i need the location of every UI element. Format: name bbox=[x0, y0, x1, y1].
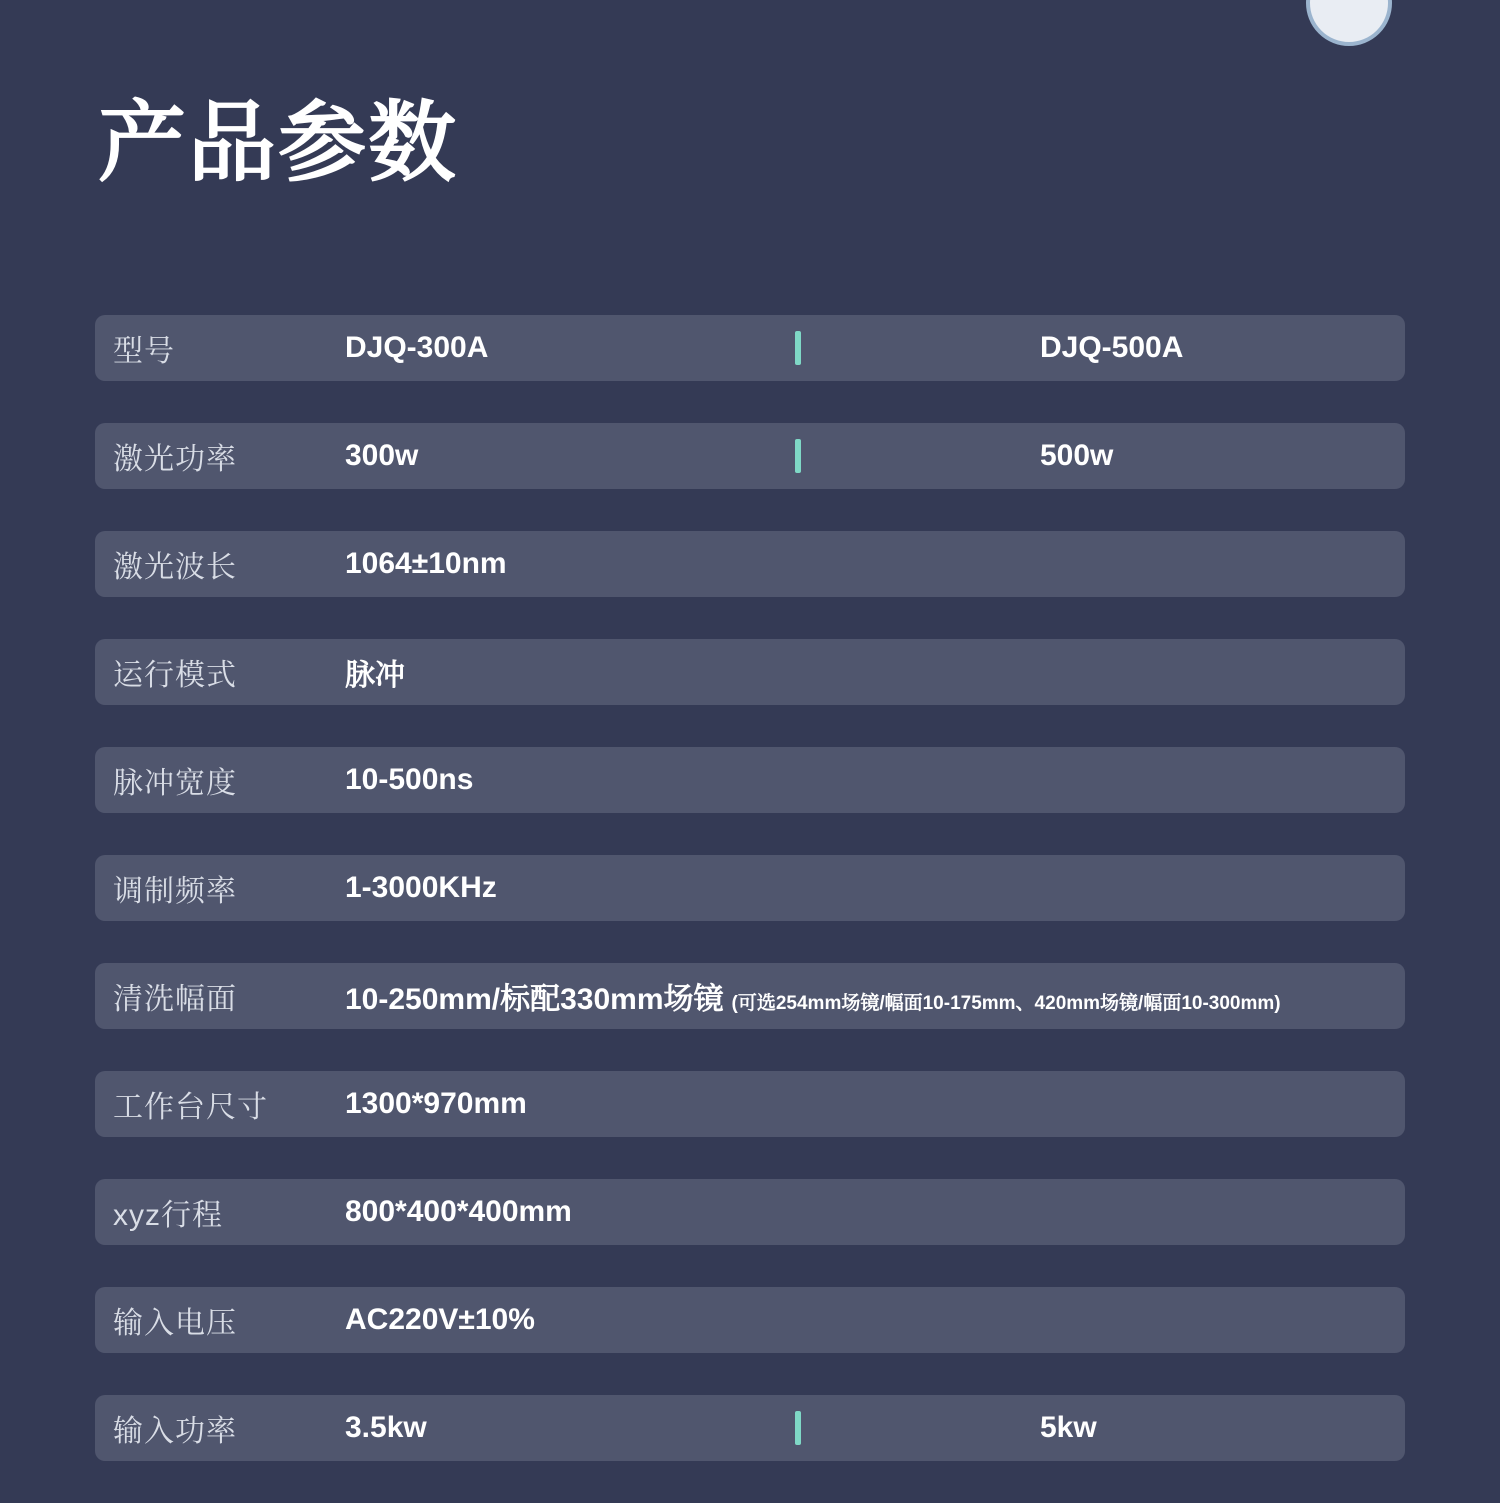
table-row bbox=[95, 747, 1405, 813]
spec-value-text: 1064±10nm bbox=[345, 547, 507, 580]
spec-value-primary bbox=[345, 763, 473, 797]
table-row bbox=[95, 1395, 1405, 1461]
spec-label: 工作台尺寸 bbox=[113, 1091, 268, 1124]
spec-value-text: 10-500ns bbox=[345, 763, 474, 796]
spec-value-text: 脉冲 bbox=[345, 659, 405, 692]
table-row bbox=[95, 1179, 1405, 1245]
circle-badge bbox=[1306, 0, 1392, 46]
spec-value-secondary: 500w bbox=[1040, 439, 1114, 472]
spec-value-primary bbox=[345, 974, 1281, 1018]
table-row bbox=[95, 963, 1405, 1029]
spec-value-text: 1300*970mm bbox=[345, 1087, 527, 1120]
table-row bbox=[95, 639, 1405, 705]
table-row bbox=[95, 855, 1405, 921]
spec-table bbox=[95, 315, 1405, 1503]
spec-label: 激光功率 bbox=[113, 443, 237, 476]
spec-value-primary bbox=[345, 1411, 427, 1445]
spec-value-text: 3.5kw bbox=[345, 1411, 427, 1444]
spec-label: 型号 bbox=[113, 335, 175, 368]
spec-value-primary bbox=[345, 331, 488, 365]
spec-label: 激光波长 bbox=[113, 551, 237, 584]
spec-value-text: 10-250mm/标配330mm场镜 bbox=[345, 983, 724, 1016]
spec-value-primary bbox=[345, 650, 405, 694]
spec-value-primary bbox=[345, 439, 418, 473]
spec-value-note: (可选254mm场镜/幅面10-175mm、420mm场镜/幅面10-300mm) bbox=[731, 993, 1281, 1014]
column-divider bbox=[795, 1411, 801, 1445]
spec-value-primary bbox=[345, 1303, 535, 1337]
table-row bbox=[95, 1071, 1405, 1137]
spec-label: 输入电压 bbox=[113, 1307, 237, 1340]
spec-value-text: AC220V±10% bbox=[345, 1303, 535, 1336]
spec-value-secondary: DJQ-500A bbox=[1040, 331, 1184, 364]
spec-value-text: 300w bbox=[345, 439, 419, 472]
spec-label: 清洗幅面 bbox=[113, 983, 237, 1016]
page-title: 产品参数 bbox=[98, 93, 459, 192]
spec-label: 调制频率 bbox=[113, 875, 237, 908]
column-divider bbox=[795, 331, 801, 365]
spec-value-primary bbox=[345, 871, 497, 905]
spec-label: 输入功率 bbox=[113, 1415, 237, 1448]
spec-value-primary bbox=[345, 1195, 572, 1229]
spec-value-text: DJQ-300A bbox=[345, 331, 489, 364]
table-row bbox=[95, 315, 1405, 381]
column-divider bbox=[795, 439, 801, 473]
spec-value-text: 1-3000KHz bbox=[345, 871, 497, 904]
table-row bbox=[95, 423, 1405, 489]
spec-label: 运行模式 bbox=[113, 659, 237, 692]
spec-value-text: 800*400*400mm bbox=[345, 1195, 572, 1228]
table-row bbox=[95, 531, 1405, 597]
spec-label: 脉冲宽度 bbox=[113, 767, 237, 800]
spec-label: xyz行程 bbox=[113, 1199, 223, 1232]
spec-value-primary bbox=[345, 547, 507, 581]
spec-value-primary bbox=[345, 1087, 527, 1121]
table-row bbox=[95, 1287, 1405, 1353]
spec-value-secondary: 5kw bbox=[1040, 1411, 1097, 1444]
